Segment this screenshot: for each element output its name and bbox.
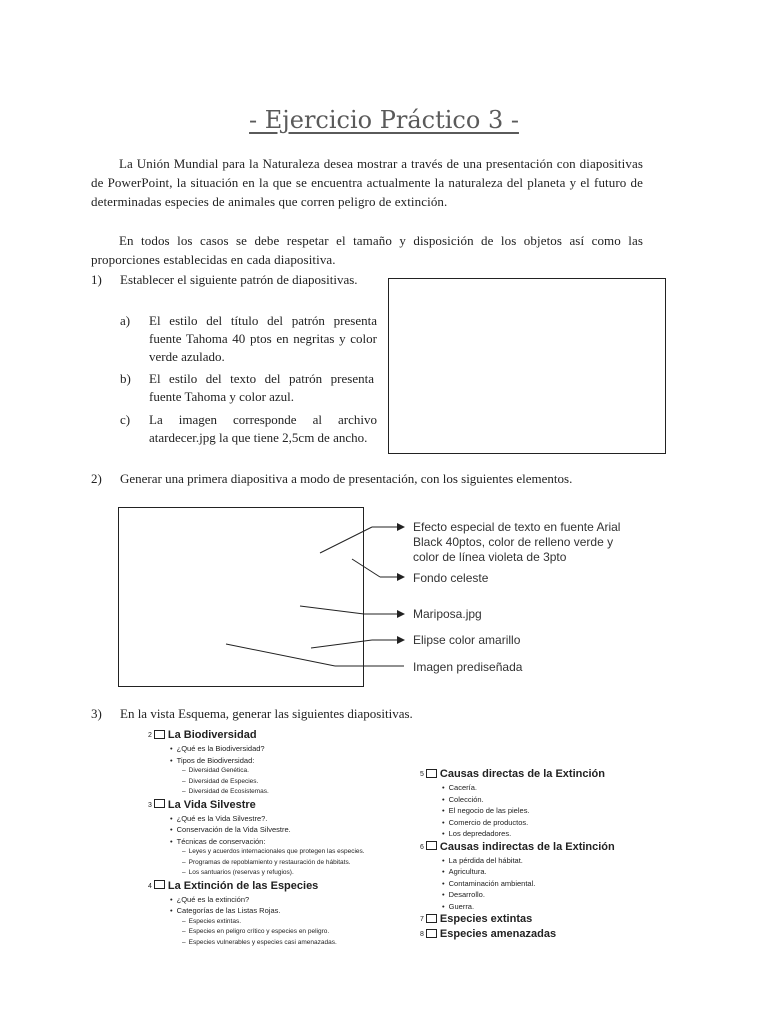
outline-sub-bullet: – Diversidad de Ecosistemas.: [148, 787, 398, 798]
slide-number: 8: [420, 931, 424, 938]
slide-title-text: Especies amenazadas: [439, 928, 557, 940]
annotation-ellipse: Elipse color amarillo: [413, 633, 521, 647]
step-1c-text: La imagen corresponde al archivo atardecer.jpg la que tiene 2,5cm de ancho.: [149, 412, 377, 445]
outline-bullet: • Conservación de la Vida Silvestre.: [148, 824, 398, 836]
outline-sub-bullet: – Diversidad de Especies.: [148, 777, 398, 788]
outline-bullet: • Comercio de productos.: [420, 817, 670, 829]
slide-title-text: La Biodiversidad: [167, 729, 257, 741]
outline-slide-title: [420, 927, 670, 942]
arrow-background: [352, 559, 380, 577]
step-1a-text: El estilo del título del patrón presenta fuente Tahoma 40 ptos en negritas y color verde azulado.: [149, 313, 377, 364]
arrow-butterfly: [300, 606, 364, 614]
slide-icon: [426, 914, 437, 923]
outline-sub-bullet: – Especies vulnerables y especies casi amenazadas.: [148, 938, 398, 949]
step-1c-label: c): [120, 412, 131, 427]
outline-bullet: • Desarrollo.: [420, 889, 670, 901]
outline-bullet: • ¿Qué es la Vida Silvestre?.: [148, 813, 398, 825]
slide-number: 5: [420, 771, 424, 778]
outline-bullet: • Cacería.: [420, 782, 670, 794]
outline-bullet: • Guerra.: [420, 901, 670, 913]
outline-slide-title: [420, 840, 670, 855]
outline-bullet: • El negocio de las pieles.: [420, 805, 670, 817]
slide-icon: [154, 799, 165, 808]
step-1b-text: El estilo del texto del patrón presenta fuente Tahoma y color azul.: [149, 371, 374, 404]
slide-icon: [426, 841, 437, 850]
outline-left-column: [148, 728, 398, 948]
intro-paragraph-1: La Unión Mundial para la Naturaleza desea mostrar a través de una presentación con diapositivas de PowerPoint, la situación en la que se encuentra actualmente la naturaleza del planeta y el futuro de determinadas especies de animales que corren peligro de extinción.: [91, 156, 643, 209]
slide-number: 6: [420, 843, 424, 851]
outline-sub-bullet: – Diversidad Genética.: [148, 766, 398, 777]
slide-icon: [154, 880, 165, 889]
intro-paragraph-2: En todos los casos se debe respetar el tamaño y disposición de los objetos así como las proporciones establecidas en cada diapositiva.: [91, 233, 643, 267]
step-2-number: 2): [91, 471, 102, 486]
outline-bullet: • Tipos de Biodiversidad:: [148, 755, 398, 767]
outline-bullet: • Contaminación ambiental.: [420, 878, 670, 890]
outline-sub-bullet: – Especies en peligro crítico y especies en peligro.: [148, 927, 398, 938]
outline-right-column: [420, 767, 670, 942]
slide-icon: [426, 929, 437, 938]
annotation-butterfly: Mariposa.jpg: [413, 607, 482, 621]
step-3-number: 3): [91, 706, 102, 721]
slide-number: 3: [148, 801, 152, 809]
arrow-text-effect: [320, 527, 372, 553]
outline-bullet: • Técnicas de conservación:: [148, 836, 398, 848]
outline-bullet: • Los depredadores.: [420, 828, 670, 840]
outline-slide-title: [148, 879, 398, 894]
outline-bullet: • Categorías de las Listas Rojas.: [148, 905, 398, 917]
arrow-ellipse: [311, 640, 372, 648]
step-1b-label: b): [120, 371, 131, 386]
slide-title-text: Especies extintas: [439, 913, 533, 925]
step-1a-label: a): [120, 313, 131, 328]
slide-number: 7: [420, 916, 424, 923]
slide-icon: [154, 730, 165, 739]
slide-title-text: Causas indirectas de la Extinción: [439, 840, 615, 853]
slide-number: 2: [148, 732, 152, 739]
outline-sub-bullet: – Programas de repoblamiento y restauración de hábitats.: [148, 858, 398, 869]
outline-bullet: • ¿Qué es la Biodiversidad?: [148, 743, 398, 755]
annotation-text-effect: Efecto especial de texto en fuente Arial Black 40ptos, color de relleno verde y color de línea violeta de 3pto: [413, 520, 621, 564]
outline-slide-title: [420, 912, 670, 927]
outline-slide-title: [148, 728, 398, 743]
outline-sub-bullet: – Leyes y acuerdos internacionales que protegen las especies.: [148, 847, 398, 858]
slide-icon: [426, 769, 437, 778]
outline-sub-bullet: – Especies extintas.: [148, 917, 398, 928]
page-title: - Ejercicio Práctico 3 -: [249, 106, 519, 134]
slide-title-text: La Vida Silvestre: [167, 798, 256, 811]
outline-bullet: • La pérdida del hábitat.: [420, 855, 670, 867]
slide-title-text: Causas directas de la Extinción: [439, 768, 605, 780]
outline-bullet: • ¿Qué es la extinción?: [148, 894, 398, 906]
outline-slide-title: [420, 767, 670, 782]
annotation-background: Fondo celeste: [413, 571, 489, 585]
step-1-number: 1): [91, 272, 102, 287]
step-2-text: Generar una primera diapositiva a modo de presentación, con los siguientes elementos.: [120, 471, 573, 486]
outline-sub-bullet: – Los santuarios (reservas y refugios).: [148, 868, 398, 879]
slide-title-text: La Extinción de las Especies: [167, 879, 319, 892]
annotation-clipart: Imagen prediseñada: [413, 660, 523, 674]
step-1-text: Establecer el siguiente patrón de diapositivas.: [120, 272, 358, 287]
slide-number: 4: [148, 882, 152, 890]
outline-bullet: • Colección.: [420, 794, 670, 806]
step-3-text: En la vista Esquema, generar las siguientes diapositivas.: [120, 706, 413, 721]
outline-bullet: • Agricultura.: [420, 866, 670, 878]
outline-slide-title: [148, 798, 398, 813]
